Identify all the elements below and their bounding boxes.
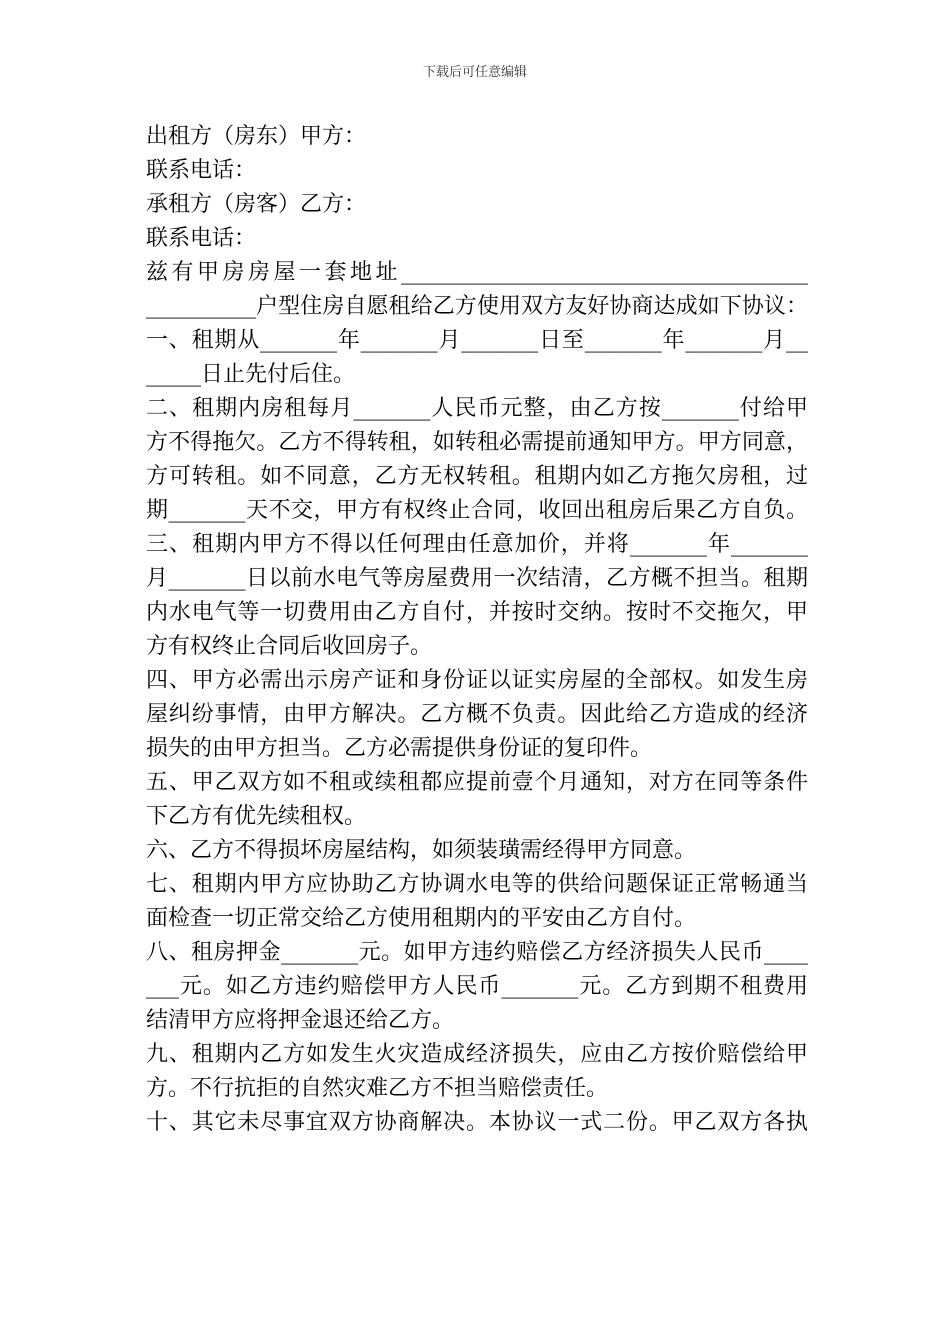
clause-10-line-1: 十、其它未尽事宜双方协商解决。本协议一式二份。甲乙双方各执	[146, 1110, 808, 1135]
address-line: 兹有甲房房屋一套地址_____________________________________	[146, 260, 808, 285]
clause-3-line-3: 内水电气等一切费用由乙方自付，并按时交纳。按时不交拖欠，甲	[146, 600, 808, 625]
clause-2-line-1: 二、租期内房租每月_______人民币元整，由乙方按_______付给甲	[146, 396, 808, 421]
clause-4-line-2: 屋纠纷事情，由甲方解决。乙方概不负责。因此给乙方造成的经济	[146, 702, 808, 727]
clause-2-line-3: 方可转租。如不同意，乙方无权转租。租期内如乙方拖欠房租，过	[146, 464, 808, 489]
clause-9-line-1: 九、租期内乙方如发生火灾造成经济损失，应由乙方按价赔偿给甲	[146, 1042, 808, 1067]
contract-body	[146, 120, 808, 1140]
clause-2-line-2: 方不得拖欠。乙方不得转租，如转租必需提前通知甲方。甲方同意，	[146, 430, 808, 455]
clause-4-line-1: 四、甲方必需出示房产证和身份证以证实房屋的全部权。如发生房	[146, 668, 808, 693]
clause-7-line-2: 面检查一切正常交给乙方使用租期内的平安由乙方自付。	[146, 906, 697, 931]
clause-5-line-2: 下乙方有优先续租权。	[146, 804, 367, 829]
tenant-phone-line: 联系电话：	[146, 226, 257, 251]
clause-8-line-1: 八、租房押金_______元。如甲方违约赔偿乙方经济损失人民币____	[146, 940, 808, 965]
clause-6-line-1: 六、乙方不得损坏房屋结构，如须装璜需经得甲方同意。	[146, 838, 697, 863]
tenant-line: 承租方（房客）乙方：	[146, 192, 367, 217]
clause-8-line-2: ___元。如乙方违约赔偿甲方人民币_______元。乙方到期不租费用	[146, 974, 808, 999]
clause-5-line-1: 五、甲乙双方如不租或续租都应提前壹个月通知，对方在同等条件	[146, 770, 808, 795]
page-header-note: 下载后可任意编辑	[422, 65, 527, 80]
clause-3-line-2: 月_______日以前水电气等房屋费用一次结清，乙方概不担当。租期	[146, 566, 808, 591]
landlord-phone-line: 联系电话：	[146, 158, 257, 183]
clause-4-line-3: 损失的由甲方担当。乙方必需提供身份证的复印件。	[146, 736, 653, 761]
clause-3-line-1: 三、租期内甲方不得以任何理由任意加价，并将_______年_______	[146, 532, 808, 557]
clause-9-line-2: 方。不行抗拒的自然灾难乙方不担当赔偿责任。	[146, 1076, 609, 1101]
house-type-line: __________户型住房自愿租给乙方使用双方友好协商达成如下协议：	[146, 294, 808, 319]
landlord-line: 出租方（房东）甲方：	[146, 124, 367, 149]
clause-7-line-1: 七、租期内甲方应协助乙方协调水电等的供给问题保证正常畅通当	[146, 872, 808, 897]
clause-1-line-2: _____日止先付后住。	[146, 362, 356, 387]
clause-8-line-3: 结清甲方应将押金退还给乙方。	[146, 1008, 455, 1033]
clause-2-line-4: 期_______天不交，甲方有权终止合同，收回出租房后果乙方自负。	[146, 498, 808, 523]
clause-1-line-1: 一、租期从_______年_______月_______日至_______年_______月__	[146, 328, 808, 353]
clause-3-line-4: 方有权终止合同后收回房子。	[146, 634, 433, 659]
